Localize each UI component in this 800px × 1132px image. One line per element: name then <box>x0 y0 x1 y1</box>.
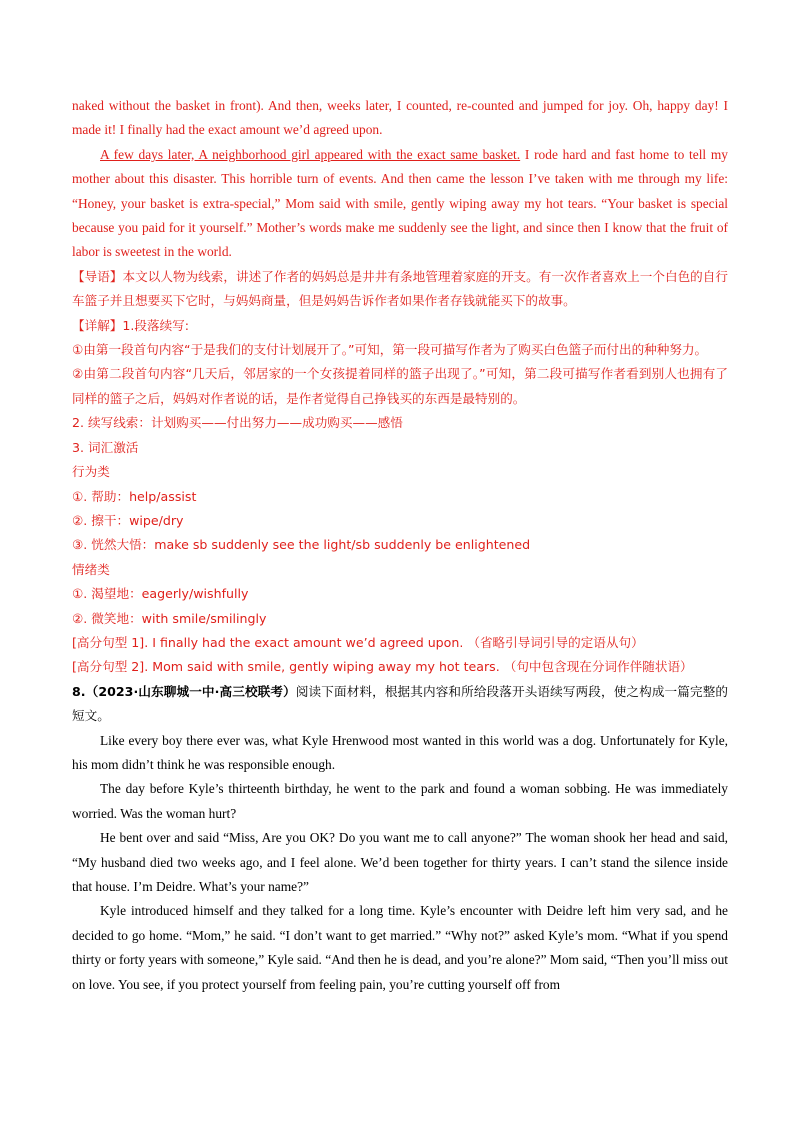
vocab-category-2: 情绪类 <box>72 561 110 577</box>
vocab-category-1: 行为类 <box>72 464 110 480</box>
vocab-item: ①. 渴望地：eagerly/wishfully <box>72 586 249 602</box>
vocab-item: ②. 擦干：wipe/dry <box>72 512 184 528</box>
detail-clue: 2. 续写线索：计划购买——付出努力——成功购买——感悟 <box>72 415 403 431</box>
passage-paragraph: The day before Kyle’s thirteenth birthday, he went to the park and found a woman sobbing. He was immediately worried. Was the woman hurt? <box>72 781 728 821</box>
guide-text: 本文以人物为线索，讲述了作者的妈妈总是井井有条地管理着家庭的开支。有一次作者喜欢上一个白色的自行车篮子并且想要买下它时，与妈妈商量，但是妈妈告诉作者如果作者存钱就能买下的故事。 <box>72 268 729 309</box>
passage-paragraph: Kyle introduced himself and they talked for a long time. Kyle’s encounter with Deidre left him very sad, and he decided to go home. “Mom,” he said. “I don’t want to get married.” “Why not?” asked Kyle’s mom. “What if you spend thirty or forty years with someone,” Kyle said. “And then he is dead, and you’re alone?” Mom said, “Then you’ll miss out on love. You see, if you protect yourself from feeling pain, you’re cutting yourself off from <box>72 903 728 992</box>
passage-paragraph: He bent over and said “Miss, Are you OK? Do you want me to call anyone?” The woman shook her head and said, “My husband died two weeks ago, and I feel alone. We’d been together for thirty years. I can’t stand the silence inside that house. I’m Deidre. What’s your name?” <box>72 830 728 894</box>
detail-head: 1.段落续写: <box>122 317 190 333</box>
sentence-pattern-2: [高分句型 2]. Mom said with smile, gently wiping away my hot tears. （句中包含现在分词作伴随状语） <box>72 659 693 675</box>
detail-item-1: ①由第一段首句内容“于是我们的支付计划展开了。”可知，第一段可描写作者为了购买白色篮子而付出的种种努力。 <box>72 342 708 358</box>
question-number: 8. <box>72 683 86 699</box>
vocab-heading: 3. 词汇激活 <box>72 439 139 455</box>
essay-paragraph-2-rest: I rode hard and fast home to tell my mother about this disaster. This horrible turn of events. And then came the lesson I’ve taken with me through my life: “Honey, your basket is extra-special,” Mom said with smile, gently wiping away my hot tears. “Your basket is special because you paid for it yourself.” Mother’s words make me suddenly see the light, and since then I know that the fruit of labor is sweetest in the world. <box>72 146 728 260</box>
question-instruction: 阅读下面材料，根据其内容和所给段落开头语续写两段，使之构成一篇完整的短文。 <box>72 683 729 724</box>
passage-paragraph: Like every boy there ever was, what Kyle Hrenwood most wanted in this world was a dog. Unfortunately for Kyle, his mom didn’t think he was responsible enough. <box>72 732 728 772</box>
sentence-pattern-1: [高分句型 1]. I finally had the exact amount we’d agreed upon. （省略引导词引导的定语从句） <box>72 634 644 650</box>
detail-item-2: ②由第二段首句内容“几天后，邻居家的一个女孩提着同样的篮子出现了。”可知，第二段可描写作者看到别人也拥有了同样的篮子之后，妈妈对作者说的话，是作者觉得自己挣钱买的东西是最特别的。 <box>72 366 728 406</box>
vocab-item: ②. 微笑地：with smile/smilingly <box>72 610 267 626</box>
question-8-header <box>72 680 728 729</box>
detail-label: 【详解】 <box>72 317 123 333</box>
vocab-item: ①. 帮助：help/assist <box>72 488 197 504</box>
vocab-item: ③. 恍然大悟：make sb suddenly see the light/sb suddenly be enlightened <box>72 537 531 553</box>
essay-paragraph-1: naked without the basket in front). And then, weeks later, I counted, re-counted and jumped for joy. Oh, happy day! I made it! I finally had the exact amount we’d agreed upon. <box>72 98 728 138</box>
guide-section <box>72 265 728 314</box>
guide-label: 【导语】 <box>72 268 123 284</box>
detail-heading <box>72 314 728 338</box>
question-source: （2023·山东聊城一中·高三校联考） <box>85 683 296 699</box>
document-page <box>72 94 728 997</box>
essay-paragraph-2 <box>72 143 728 265</box>
underlined-opening: A few days later, A neighborhood girl appeared with the exact same basket. <box>100 146 521 162</box>
